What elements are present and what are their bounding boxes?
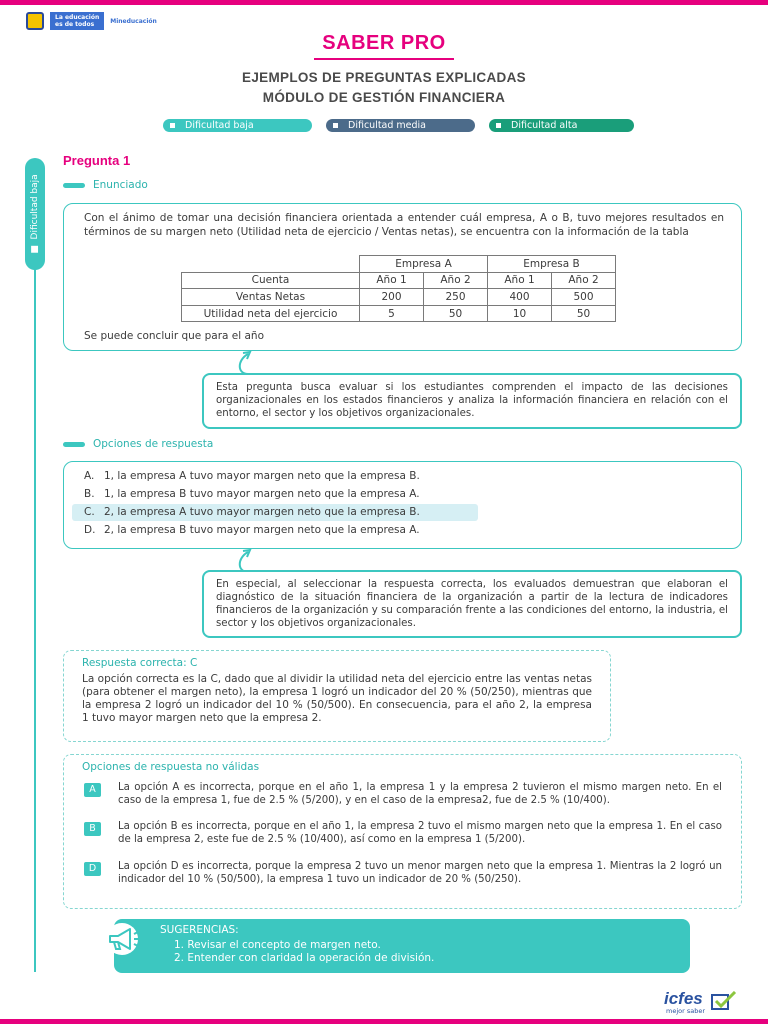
table-cell: 200 [360, 289, 424, 306]
suggestions-box [114, 919, 690, 973]
top-accent-bar [0, 0, 768, 5]
enunciado-label: Enunciado [63, 179, 148, 191]
sidebar-line [34, 160, 36, 972]
answer-option-c[interactable]: C. 2, la empresa A tuvo mayor margen neto que la empresa B. [72, 504, 478, 521]
invalid-options-box [63, 754, 742, 909]
page-title: SABER PRO [322, 32, 446, 54]
row-label: Utilidad neta del ejercicio [182, 305, 360, 322]
icfes-logo: icfes mejor saber [664, 989, 706, 1015]
answer-options-box [63, 461, 742, 549]
table-cell: 50 [552, 305, 616, 322]
column-header-cuenta: Cuenta [182, 272, 360, 289]
table-row [182, 305, 616, 322]
government-logo [26, 12, 157, 30]
explanation-callout-1: Esta pregunta busca evaluar si los estudiantes comprenden el impacto de las decisiones organizacionales en los estados financieros y analiza la información financiera en relación con el entorno, el sector y los objetivos organizacionales. [202, 373, 742, 429]
row-label: Ventas Netas [182, 289, 360, 306]
table-cell: 5 [360, 305, 424, 322]
invalid-options-title: Opciones de respuesta no válidas [82, 761, 260, 773]
checkmark-icon [711, 991, 737, 1011]
correct-answer-title: Respuesta correcta: C [82, 657, 198, 669]
subtitle-line-2: MÓDULO DE GESTIÓN FINANCIERA [262, 90, 506, 105]
table-cell: 250 [424, 289, 488, 306]
statement-conclusion: Se puede concluir que para el año [84, 330, 265, 342]
education-logo: La educación es de todos [50, 12, 104, 30]
table-row [182, 289, 616, 306]
suggestion-item: 2. Entender con claridad la operación de división. [174, 952, 435, 964]
table-cell: 500 [552, 289, 616, 306]
year-header: Año 2 [424, 272, 488, 289]
answer-option-b[interactable]: B. 1, la empresa B tuvo mayor margen neto que la empresa A. [84, 488, 420, 500]
invalid-option-text: La opción A es incorrecta, porque en el año 1, la empresa 1 y la empresa 2 tuvieron el mismo margen neto. En el caso de la empresa 1, fue de 2.5 % (5/200), y en el caso de la empresa2, fue de 2.5 % (10/400). [118, 782, 722, 806]
difficulty-medium-badge: Dificultad media [326, 119, 475, 132]
suggestion-item: 1. Revisar el concepto de margen neto. [174, 939, 381, 951]
invalid-option-badge: A [84, 783, 101, 797]
options-label: Opciones de respuesta [63, 438, 213, 450]
statement-box [63, 203, 742, 351]
invalid-option-text: La opción D es incorrecta, porque la empresa 2 tuvo un menor margen neto que la empresa 1. Mientras la 2 logró un indicador del 10 % (50/500), la empresa 1 tuvo un indicador de 20 % (50/250). [118, 861, 722, 885]
year-header: Año 1 [488, 272, 552, 289]
correct-answer-text: La opción correcta es la C, dado que al dividir la utilidad neta del ejercicio entre las ventas netas (para obtener el margen neto), la empresa 1 logró un indicador del 20 % (50/250), mientras que la empresa 2 logró un indicador del 10 % (50/500). En consecuencia, para el año 2, la empresa 1 tuvo mayor margen neto que la empresa 2. [82, 673, 592, 724]
year-header: Año 2 [552, 272, 616, 289]
coat-of-arms-icon [26, 12, 44, 30]
title-underline [314, 58, 454, 60]
difficulty-low-badge: Dificultad baja [163, 119, 312, 132]
financial-table [181, 255, 616, 322]
ministry-name: Mineducación [110, 17, 157, 25]
bottom-accent-bar [0, 1019, 768, 1024]
statement-text: Con el ánimo de tomar una decisión financiera orientada a entender cuál empresa, A o B, tuvo mejores resultados en términos de su margen neto (Utilidad neta de ejercicio / Ventas netas), se encuentra con la información de la tabla [84, 212, 724, 238]
question-title: Pregunta 1 [63, 153, 131, 168]
table-cell: 400 [488, 289, 552, 306]
subtitle-line-1: EJEMPLOS DE PREGUNTAS EXPLICADAS [242, 70, 526, 85]
sidebar-difficulty-label: ■ Dificultad baja [30, 174, 40, 254]
difficulty-high-badge: Dificultad alta [489, 119, 634, 132]
table-cell: 50 [424, 305, 488, 322]
answer-option-d[interactable]: D. 2, la empresa B tuvo mayor margen neto que la empresa A. [84, 524, 420, 536]
company-b-header: Empresa B [488, 256, 616, 273]
explanation-callout-2: En especial, al seleccionar la respuesta correcta, los evaluados demuestran que elaboran el diagnóstico de la situación financiera de la organización a partir de la lectura de indicadores financieros de la organización y su comparación frente a las condiciones del entorno, la industria, el sector y los objetivos organizacionales. [202, 570, 742, 638]
table-cell: 10 [488, 305, 552, 322]
correct-answer-box [63, 650, 611, 742]
megaphone-icon [100, 922, 144, 956]
invalid-option-badge: D [84, 862, 101, 876]
answer-option-a[interactable]: A. 1, la empresa A tuvo mayor margen neto que la empresa B. [84, 470, 420, 482]
year-header: Año 1 [360, 272, 424, 289]
invalid-option-text: La opción B es incorrecta, porque en el año 1, la empresa 2 tuvo el mismo margen neto que la empresa 1. En el caso de la empresa 2, este fue de 2.5 % (10/400), así como en la empresa 1 (5/200). [118, 821, 722, 845]
company-a-header: Empresa A [360, 256, 488, 273]
invalid-option-badge: B [84, 822, 101, 836]
suggestions-title: SUGERENCIAS: [160, 924, 239, 936]
